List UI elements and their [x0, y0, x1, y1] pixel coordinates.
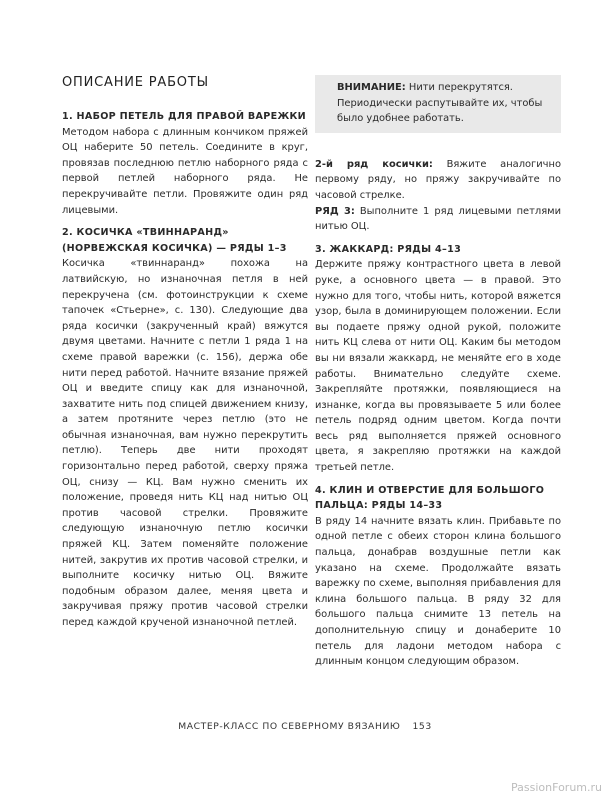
right-column	[315, 75, 561, 670]
section-1-title: 1. НАБОР ПЕТЕЛЬ ДЛЯ ПРАВОЙ ВАРЕЖКИ	[62, 111, 306, 122]
warning-label: ВНИМАНИЕ:	[337, 82, 406, 93]
row-3-paragraph	[315, 204, 561, 235]
left-column	[62, 75, 308, 631]
section-1-text: Методом набора с длинным кончиком пряжей ОЦ наберите 50 петель. Соедините в круг, провязав последнюю петлю наборного ряда с первой петлей наборного ряда. Не перекручивайте петли. Провяжите один ряд лицевыми.	[62, 126, 308, 216]
section-3-title: 3. ЖАККАРД: РЯДЫ 4–13	[315, 243, 462, 255]
page-footer	[0, 721, 610, 732]
section-2-title: 2. КОСИЧКА «ТВИННАРАНД» (НОРВЕЖСКАЯ КОСИЧКА) — РЯДЫ 1–3	[62, 227, 287, 254]
row-3-text: Выполните 1 ряд лицевыми петлями нитью ОЦ.	[315, 205, 561, 233]
row-3-label: РЯД 3:	[315, 205, 355, 217]
footer-title: МАСТЕР-КЛАСС ПО СЕВЕРНОМУ ВЯЗАНИЮ	[178, 721, 401, 732]
page-heading: ОПИСАНИЕ РАБОТЫ	[62, 75, 209, 90]
row-2-text: Вяжите аналогично первому ряду, но пряжу закручивайте по часовой стрелке.	[315, 158, 561, 201]
warning-box	[315, 75, 561, 133]
watermark: PassionForum.ru	[511, 781, 602, 794]
section-4-text: В ряду 14 начните вязать клин. Прибавьте по одной петле с обеих сторон клина большого пальца, донабрав воздушные петли как указано на схеме. Продолжайте вязать варежку по схеме, выполняя прибавления для клина большого пальца. В ряду 32 для большого пальца снимите 13 петель на дополнительную спицу и донаберите 10 петель для ладони методом набора с длинным концом следующим образом.	[315, 515, 561, 668]
row-2-paragraph	[315, 157, 561, 204]
warning-text: Нити перекрутятся. Периодически распутывайте их, чтобы было удобнее работать.	[337, 82, 543, 125]
row-2-label: 2-й ряд косички:	[315, 158, 433, 170]
section-4-title: 4. КЛИН И ОТВЕРСТИЕ ДЛЯ БОЛЬШОГО ПАЛЬЦА: РЯДЫ 14–33	[315, 484, 545, 512]
section-3-text: Держите пряжу контрастного цвета в левой руке, а основного цвета — в правой. Это нужно для того, чтобы нить, которой вяжется узор, была в доминирующем положении. Если вы подаете пряжу одной рукой, положите нить КЦ слева от нити ОЦ. Каким бы методом вы ни вязали жаккард, не меняйте его в ходе работы. Внимательно следуйте схеме. Закрепляйте протяжки, появляющиеся на изнанке, когда вы провязываете 5 или более петель подряд одним цветом. Когда почти весь ряд выполняется пряжей основного цвета, я закрепляю протяжки на каждой третьей петле.	[315, 259, 561, 474]
section-2-text: Косичка «твиннаранд» похожа на латвийскую, но изнаночная петля в ней перекручена (см. фотоинструкции к схеме тапочек «Стьерне», с. 130). Следующие два ряда косички (закрученный край) вяжутся двумя цветами. Начните с петли 1 ряда 1 на схеме правой варежки (с. 156), держа обе нити перед работой. Начните вязание пряжей ОЦ и введите спицу как для изнаночной, захватите нить под спицей движением книзу, а затем протяните через петлю (это не обычная изнаночная, вам нужно перекрутить петлю). Теперь две нити проходят горизонтально перед работой, сверху пряжа ОЦ, снизу — КЦ. Вам нужно сменить их положение, проведя нить КЦ над нитью ОЦ против часовой стрелки. Провяжите следующую изнаночную петлю косички пряжей КЦ. Затем поменяйте положение нитей, закрутив их против часовой стрелки, и выполните косичку нитью ОЦ. Вяжите подобным образом далее, меняя цвета и закручивая пряжу против часовой стрелки перед каждой крученой изнаночной петлей.	[62, 258, 308, 628]
page-number: 153	[412, 721, 432, 732]
